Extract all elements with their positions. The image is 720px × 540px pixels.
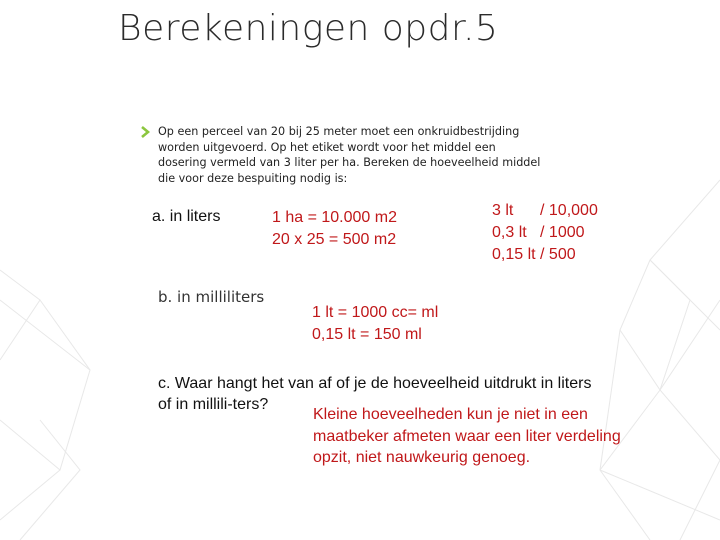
assignment-text: [158, 124, 558, 186]
part-a-conversion: [492, 200, 598, 266]
answer-line: opzit, niet nauwkeurig genoeg.: [313, 449, 531, 466]
intro-line: die voor deze bespuiting nodig is:: [158, 171, 348, 185]
part-a-calculation: [272, 207, 397, 251]
calc-line: 20 x 25 = 500 m2: [272, 231, 397, 248]
part-a-label: a. in liters: [152, 208, 221, 225]
calc-line: 1 lt = 1000 cc= ml: [312, 304, 439, 321]
conversion-line: 3 lt / 10,000: [492, 202, 598, 219]
intro-line: Op een perceel van 20 bij 25 meter moet een onkruidbestrijding: [158, 125, 520, 138]
page-title: Berekeningen opdr.5: [118, 8, 499, 49]
conversion-line: 0,3 lt / 1000: [492, 224, 585, 241]
part-b-calculation: [312, 302, 438, 346]
calc-line: 1 ha = 10.000 m2: [272, 209, 397, 226]
intro-line: dosering vermeld van 3 liter per ha. Bereken de hoeveelheid middel: [158, 156, 541, 169]
part-b-label: b. in milliliters: [158, 288, 265, 306]
part-c-answer: [313, 404, 621, 469]
question-line: of in millili-ters?: [158, 396, 269, 413]
answer-line: maatbeker afmeten waar een liter verdeling: [313, 427, 621, 445]
calc-line: 0,15 lt = 150 ml: [312, 326, 422, 343]
answer-line: Kleine hoeveelheden kun je niet in een: [313, 406, 588, 423]
intro-line: worden uitgevoerd. Op het etiket wordt voor het middel een: [158, 140, 496, 154]
conversion-line: 0,15 lt / 500: [492, 246, 576, 263]
question-line: c. Waar hangt het van af of je de hoeveelheid uitdrukt in liters: [158, 375, 592, 392]
chevron-right-icon: [139, 125, 153, 139]
